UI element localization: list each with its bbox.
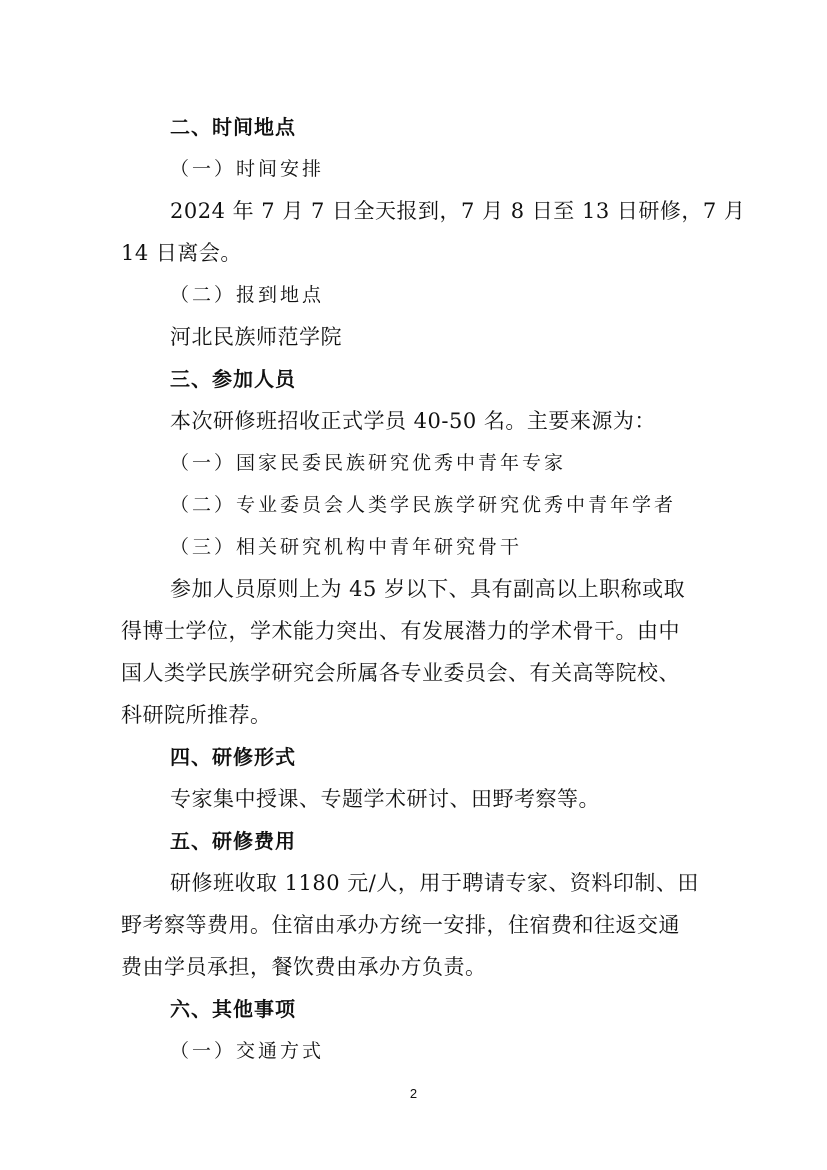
list-item: （一）国家民委民族研究优秀中青年专家 (170, 452, 567, 474)
subheading-schedule: （一）时间安排 (170, 158, 325, 180)
paragraph-line: 2024 年 7 月 7 日全天报到，7 月 8 日至 13 日研修，7 月 (170, 199, 746, 223)
section-heading-participants: 三、参加人员 (170, 367, 296, 391)
list-item: （三）相关研究机构中青年研究骨干 (170, 536, 523, 558)
section-heading-format: 四、研修形式 (170, 745, 296, 769)
paragraph-line: 本次研修班招收正式学员 40-50 名。主要来源为： (170, 409, 656, 433)
subheading-transport: （一）交通方式 (170, 1040, 325, 1062)
section-heading-fees: 五、研修费用 (170, 829, 296, 853)
subheading-registration-place: （二）报到地点 (170, 284, 325, 306)
paragraph-line: 科研院所推荐。 (121, 703, 272, 727)
page-number: 2 (409, 1086, 418, 1101)
section-heading-other: 六、其他事项 (170, 997, 296, 1021)
paragraph-line: 野考察等费用。住宿由承办方统一安排，住宿费和往返交通 (121, 913, 680, 937)
paragraph-line: 费由学员承担，餐饮费由承办方负责。 (121, 955, 487, 979)
paragraph-line: 得博士学位，学术能力突出、有发展潜力的学术骨干。由中 (121, 619, 680, 643)
paragraph-line: 研修班收取 1180 元/人，用于聘请专家、资料印制、田 (170, 871, 699, 895)
paragraph-line: 河北民族师范学院 (170, 325, 342, 349)
paragraph-line: 14 日离会。 (121, 241, 242, 265)
paragraph-line: 国人类学民族学研究会所属各专业委员会、有关高等院校、 (121, 661, 680, 685)
list-item: （二）专业委员会人类学民族学研究优秀中青年学者 (170, 494, 677, 516)
section-heading-time-location: 二、时间地点 (170, 115, 296, 139)
paragraph-line: 参加人员原则上为 45 岁以下、具有副高以上职称或取 (170, 577, 686, 601)
paragraph-line: 专家集中授课、专题学术研讨、田野考察等。 (170, 787, 600, 811)
